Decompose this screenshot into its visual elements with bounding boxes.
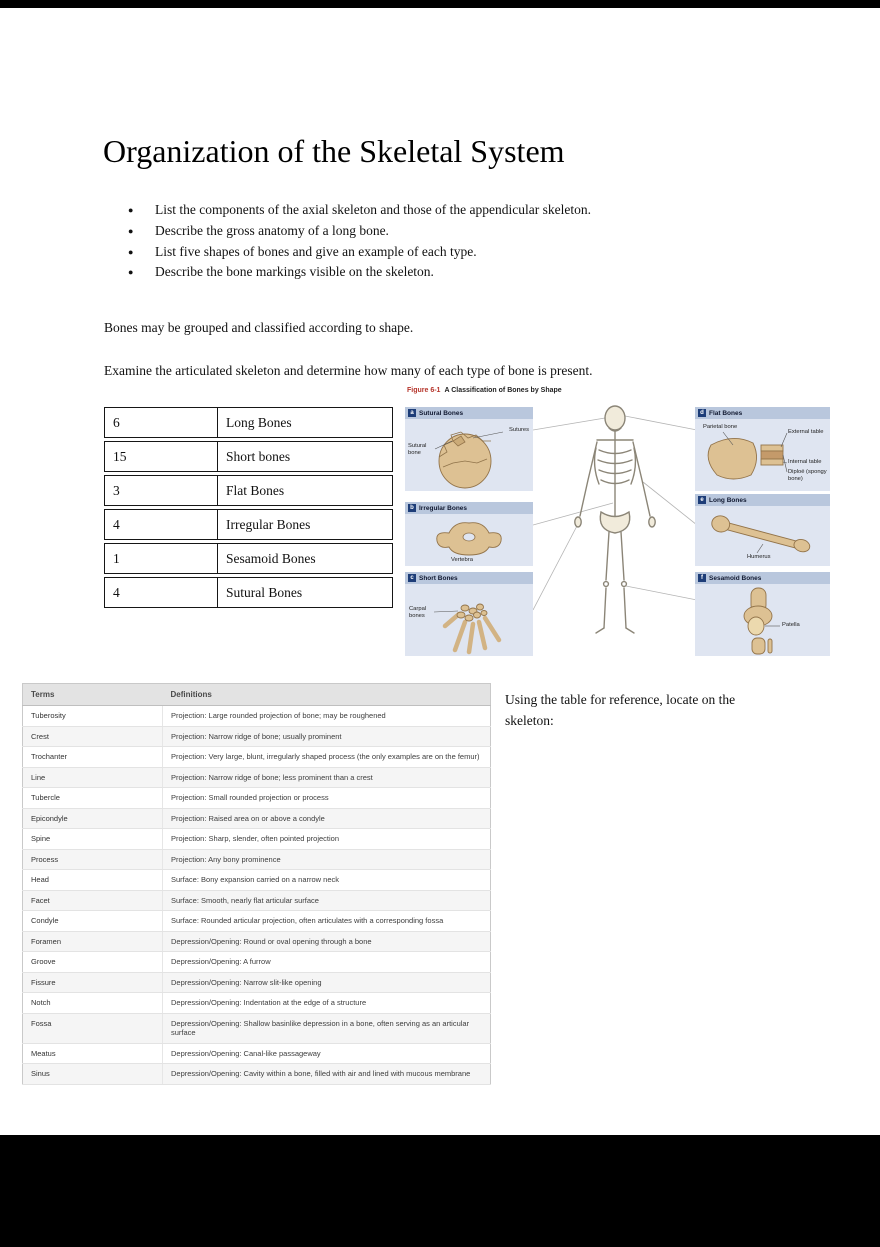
table-row xyxy=(23,993,491,1014)
panel-letter-badge: c xyxy=(408,574,416,582)
panel-title: Sesamoid Bones xyxy=(709,574,762,582)
table-row xyxy=(104,441,393,472)
figure-panel-sutural xyxy=(405,407,533,491)
panel-letter-badge: f xyxy=(698,574,706,582)
label-diploe: Diploë (spongy bone) xyxy=(788,469,827,482)
term-cell: Line xyxy=(23,767,163,788)
definition-cell: Projection: Sharp, slender, often pointed projection xyxy=(163,829,491,850)
bone-type-cell: Long Bones xyxy=(226,414,292,430)
panel-letter-badge: b xyxy=(408,504,416,512)
terms-header-cell: Terms xyxy=(23,684,163,706)
bone-counts-table xyxy=(104,407,393,611)
figure-panel-irregular xyxy=(405,502,533,566)
figure-right-column xyxy=(695,407,830,656)
table-row xyxy=(23,1013,491,1043)
objectives-list xyxy=(128,200,748,283)
count-cell: 1 xyxy=(105,544,218,573)
table-row xyxy=(23,747,491,768)
panel-body xyxy=(695,419,830,491)
term-cell: Condyle xyxy=(23,911,163,932)
label-humerus: Humerus xyxy=(747,554,771,560)
figure-panel-sesamoid xyxy=(695,572,830,656)
table-row xyxy=(23,767,491,788)
count-cell: 15 xyxy=(105,442,218,471)
panel-header xyxy=(405,572,533,584)
definition-cell: Depression/Opening: Round or oval opening through a bone xyxy=(163,931,491,952)
table-row xyxy=(104,543,393,574)
list-item xyxy=(128,242,748,263)
table-row xyxy=(104,577,393,608)
panel-letter-badge: a xyxy=(408,409,416,417)
label-patella: Patella xyxy=(782,622,800,628)
page-title: Organization of the Skeletal System xyxy=(103,133,565,169)
bullet-icon: ● xyxy=(128,225,134,236)
list-item xyxy=(128,200,748,221)
table-row xyxy=(23,972,491,993)
bone-markings-table xyxy=(22,683,491,1085)
term-cell: Notch xyxy=(23,993,163,1014)
panel-header xyxy=(695,494,830,506)
figure-caption xyxy=(407,387,562,394)
panel-header xyxy=(695,572,830,584)
bullet-icon: ● xyxy=(128,267,134,278)
definition-cell: Projection: Raised area on or above a condyle xyxy=(163,808,491,829)
skeleton-illustration xyxy=(533,400,697,655)
count-cell: 3 xyxy=(105,476,218,505)
definition-cell: Projection: Any bony prominence xyxy=(163,849,491,870)
table-body xyxy=(23,706,491,1085)
term-cell: Fossa xyxy=(23,1013,163,1043)
knee-patella-illustration xyxy=(695,584,830,656)
hand-carpals-illustration xyxy=(405,584,533,656)
definition-cell: Projection: Small rounded projection or process xyxy=(163,788,491,809)
objective-text: Describe the gross anatomy of a long bone. xyxy=(155,222,389,238)
panel-title: Flat Bones xyxy=(709,409,743,417)
panel-letter-badge: e xyxy=(698,496,706,504)
term-cell: Meatus xyxy=(23,1043,163,1064)
panel-body xyxy=(405,514,533,566)
bullet-icon: ● xyxy=(128,205,134,215)
table-row xyxy=(23,911,491,932)
objective-text: Describe the bone markings visible on the skeleton. xyxy=(155,264,434,280)
term-cell: Facet xyxy=(23,890,163,911)
bone-type-cell: Flat Bones xyxy=(226,482,285,498)
panel-header xyxy=(695,407,830,419)
definitions-header-cell: Definitions xyxy=(163,684,491,706)
panel-header xyxy=(405,407,533,419)
figure-panel-long xyxy=(695,494,830,566)
objective-text: List the components of the axial skeleton and those of the appendicular skeleton. xyxy=(155,202,592,217)
term-cell: Spine xyxy=(23,829,163,850)
definition-cell: Surface: Rounded articular projection, often articulates with a corresponding fossa xyxy=(163,911,491,932)
list-item xyxy=(128,262,748,283)
panel-letter-badge: d xyxy=(698,409,706,417)
term-cell: Head xyxy=(23,870,163,891)
paragraph-locate: Using the table for reference, locate on the skeleton: xyxy=(505,691,736,729)
table-row xyxy=(23,870,491,891)
definition-cell: Surface: Smooth, nearly flat articular surface xyxy=(163,890,491,911)
definition-cell: Depression/Opening: Indentation at the edge of a structure xyxy=(163,993,491,1014)
bone-type-cell: Sesamoid Bones xyxy=(226,550,316,566)
table-row xyxy=(23,952,491,973)
count-cell: 4 xyxy=(105,578,218,607)
panel-body xyxy=(695,584,830,656)
term-cell: Epicondyle xyxy=(23,808,163,829)
table-row xyxy=(104,407,393,438)
figure-panel-flat xyxy=(695,407,830,491)
label-vertebra: Vertebra xyxy=(451,557,473,563)
list-item xyxy=(128,221,748,242)
table-row xyxy=(23,1043,491,1064)
panel-title: Short Bones xyxy=(419,574,458,582)
definition-cell: Depression/Opening: Cavity within a bone, filled with air and lined with mucous membrane xyxy=(163,1064,491,1085)
term-cell: Crest xyxy=(23,726,163,747)
figure-panel-short xyxy=(405,572,533,656)
bone-type-cell: Sutural Bones xyxy=(226,584,303,600)
term-cell: Fissure xyxy=(23,972,163,993)
label-external-table: External table xyxy=(788,429,824,435)
table-row xyxy=(23,849,491,870)
count-cell: 6 xyxy=(105,408,218,437)
term-cell: Process xyxy=(23,849,163,870)
label-sutural-bone: Sutural bone xyxy=(408,443,427,456)
table-row xyxy=(23,890,491,911)
table-row xyxy=(23,931,491,952)
definition-cell: Projection: Very large, blunt, irregularly shaped process (the only examples are on the femur) xyxy=(163,747,491,768)
figure-left-column xyxy=(405,407,533,656)
count-cell: 4 xyxy=(105,510,218,539)
document-page xyxy=(0,8,880,1135)
term-cell: Trochanter xyxy=(23,747,163,768)
definition-cell: Projection: Narrow ridge of bone; less prominent than a crest xyxy=(163,767,491,788)
table-row xyxy=(23,808,491,829)
objective-text: List five shapes of bones and give an example of each type. xyxy=(155,243,477,259)
panel-title: Long Bones xyxy=(709,496,747,504)
definition-cell: Depression/Opening: Canal-like passageway xyxy=(163,1043,491,1064)
table-row xyxy=(104,509,393,540)
label-carpal-bones: Carpal bones xyxy=(409,606,427,619)
definition-cell: Projection: Large rounded projection of bone; may be roughened xyxy=(163,706,491,727)
label-internal-table: Internal table xyxy=(788,459,822,465)
paragraph-examine: Examine the articulated skeleton and determine how many of each type of bone is present. xyxy=(104,362,593,378)
figure-number: Figure 6-1 xyxy=(407,387,441,394)
panel-body xyxy=(405,419,533,491)
table-row xyxy=(104,475,393,506)
label-sutures: Sutures xyxy=(509,427,529,433)
header-row xyxy=(23,684,491,706)
panel-header xyxy=(405,502,533,514)
table-row xyxy=(23,1064,491,1085)
table-header xyxy=(23,684,491,706)
definition-cell: Projection: Narrow ridge of bone; usually prominent xyxy=(163,726,491,747)
term-cell: Sinus xyxy=(23,1064,163,1085)
term-cell: Groove xyxy=(23,952,163,973)
table-row xyxy=(23,829,491,850)
table-row xyxy=(23,788,491,809)
panel-title: Sutural Bones xyxy=(419,409,464,417)
bone-type-cell: Irregular Bones xyxy=(226,516,311,532)
panel-body xyxy=(405,584,533,656)
figure-6-1 xyxy=(405,385,830,661)
panel-title: Irregular Bones xyxy=(419,504,468,512)
bullet-icon: ● xyxy=(128,246,134,257)
paragraph-grouping: Bones may be grouped and classified according to shape. xyxy=(104,319,414,335)
definition-cell: Surface: Bony expansion carried on a narrow neck xyxy=(163,870,491,891)
bone-type-cell: Short bones xyxy=(226,448,291,464)
figure-caption-text: A Classification of Bones by Shape xyxy=(444,387,562,394)
term-cell: Tubercle xyxy=(23,788,163,809)
panel-body xyxy=(695,506,830,566)
term-cell: Tuberosity xyxy=(23,706,163,727)
table-row xyxy=(23,726,491,747)
definition-cell: Depression/Opening: Shallow basinlike depression in a bone, often serving as an articular surface xyxy=(163,1013,491,1043)
label-parietal-bone: Parietal bone xyxy=(703,424,738,430)
table-row xyxy=(23,706,491,727)
definition-cell: Depression/Opening: A furrow xyxy=(163,952,491,973)
term-cell: Foramen xyxy=(23,931,163,952)
definition-cell: Depression/Opening: Narrow slit-like opening xyxy=(163,972,491,993)
